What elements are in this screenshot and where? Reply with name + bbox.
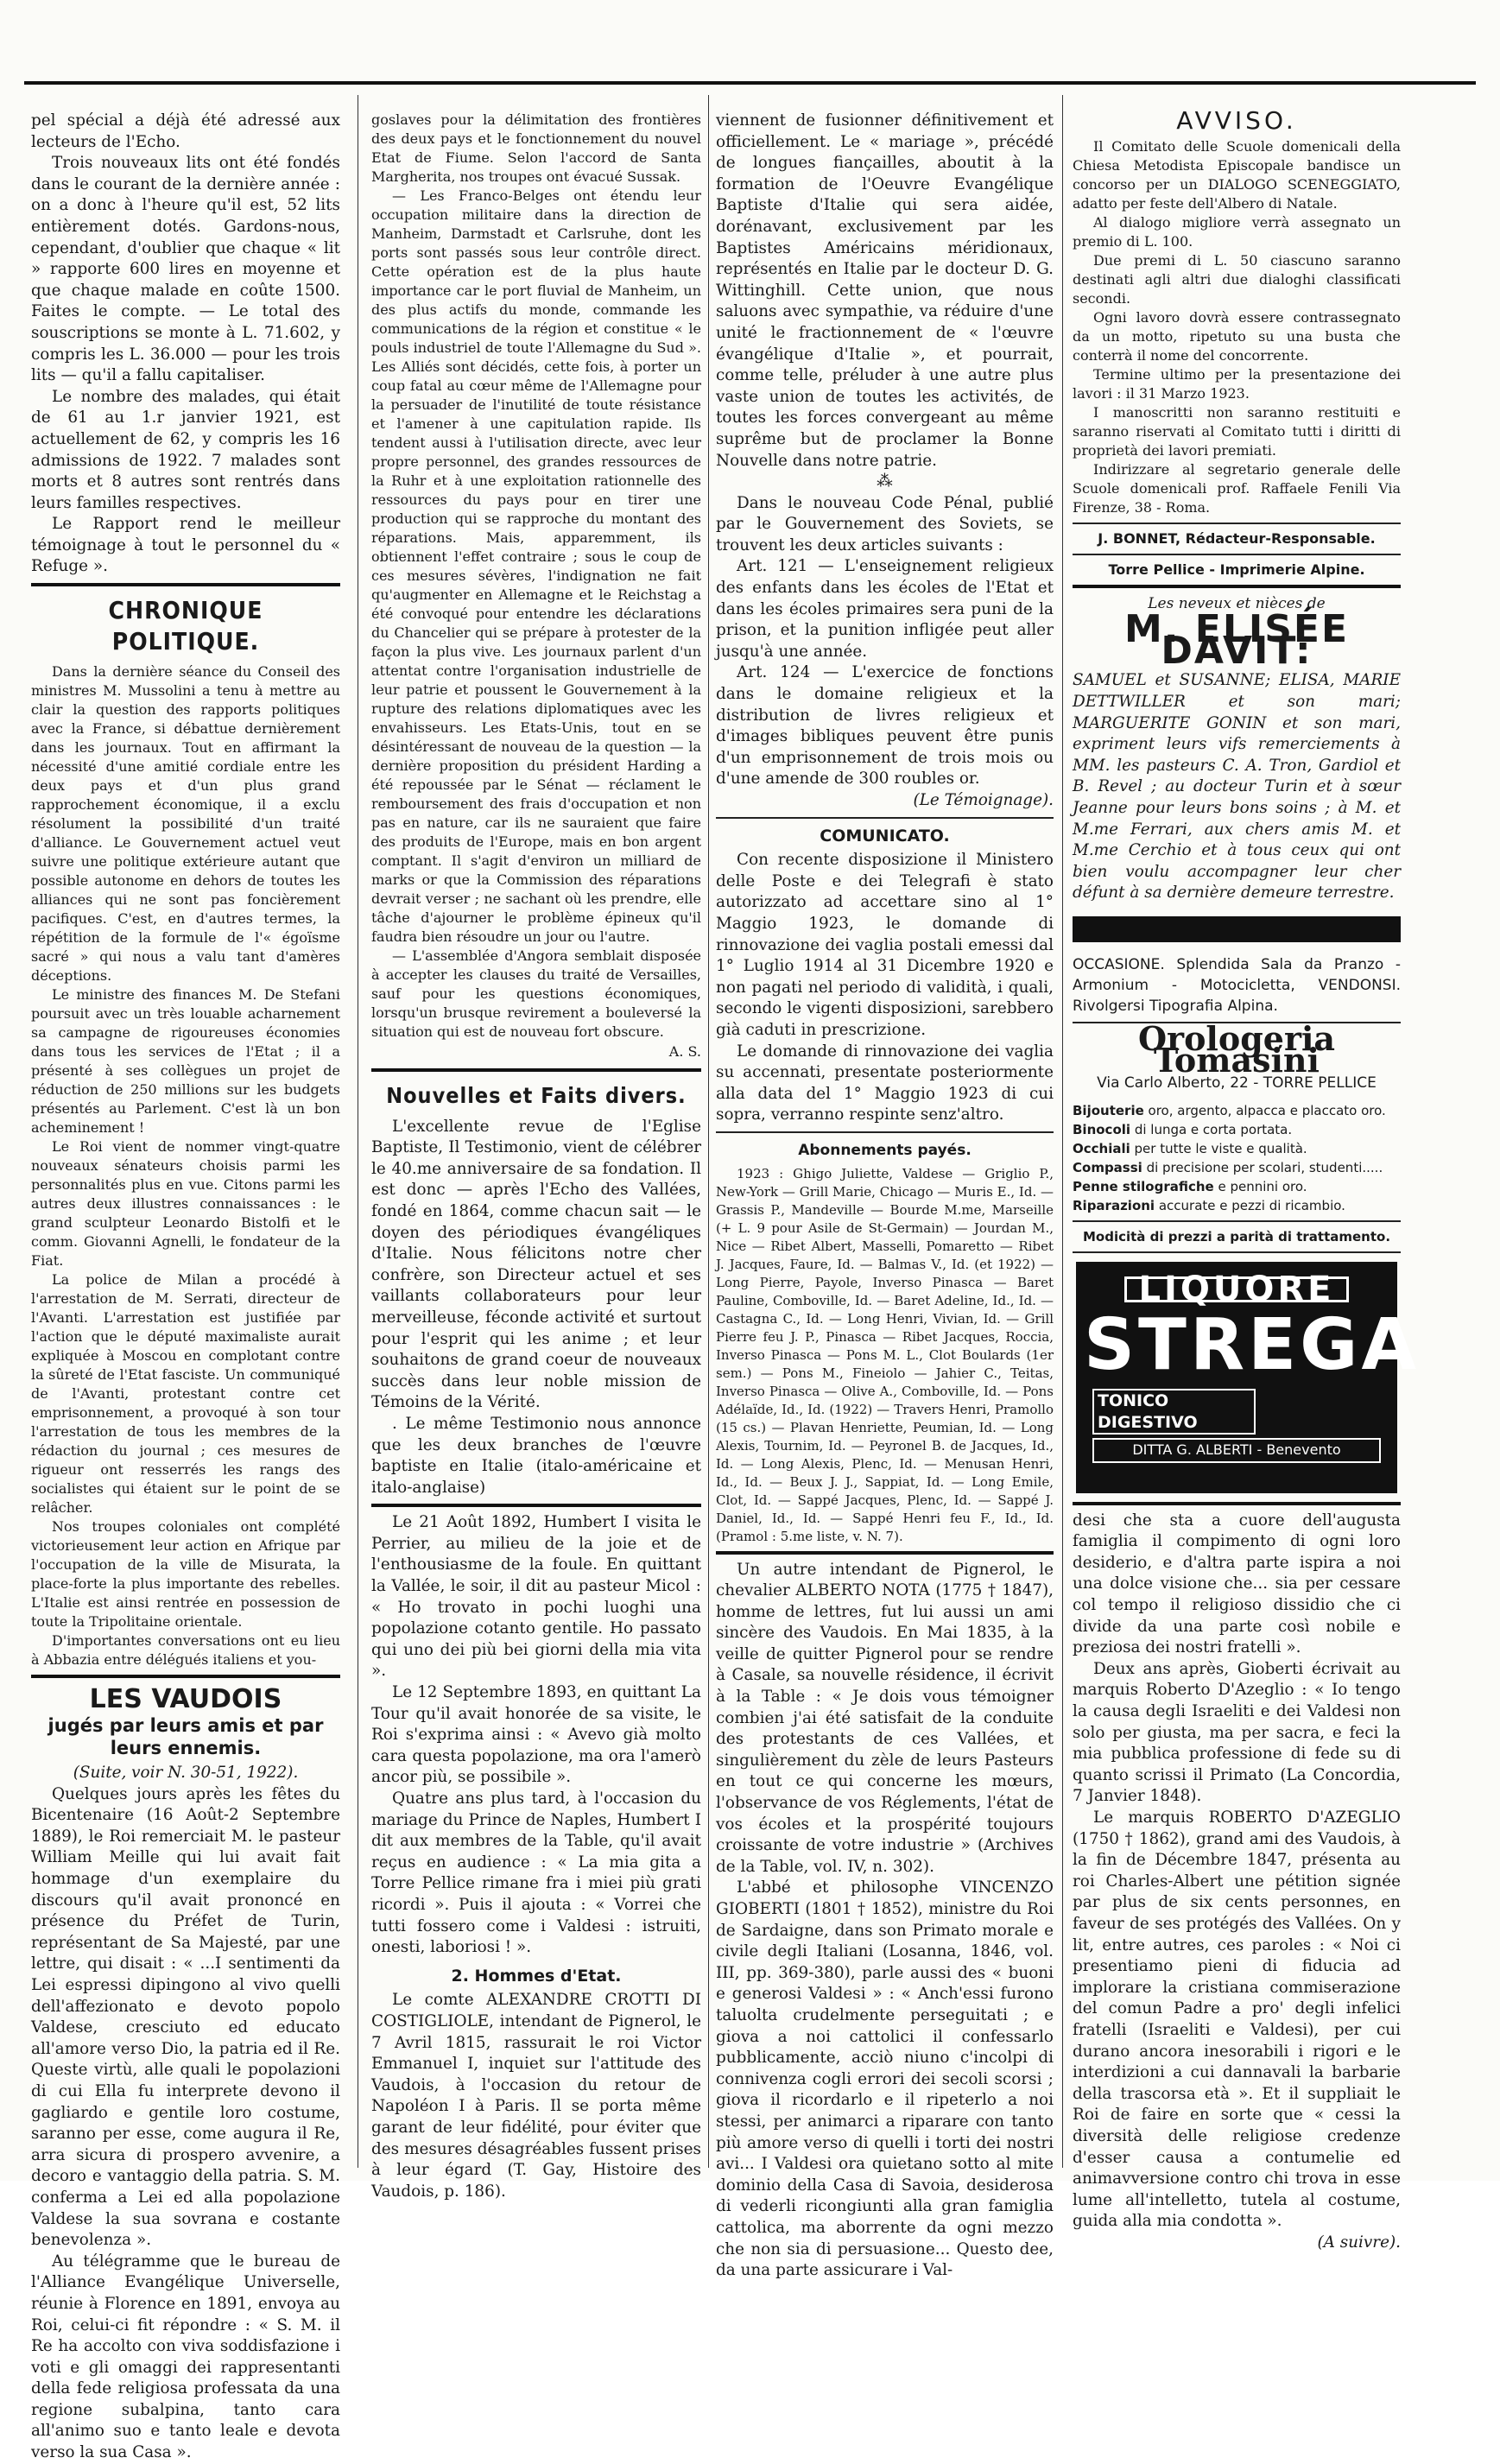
section-rule [1073,1220,1401,1222]
paragraph: Le 12 Septembre 1893, en quittant La Tour qu'il avait honorée de sa visite, le Roi s'exprima ainsi : « Avevo già molto cara questa popolazione, ma ora l'amerò ancor più, se possibile ». [371,1683,701,1787]
paragraph: pel spécial a déjà été adressé aux lecteurs de l'Echo. [31,111,340,151]
avviso-title: AVVISO. [1176,106,1297,135]
section-rule [716,817,1054,819]
column-1 [31,111,340,2462]
orologeria-footer: Modicità di prezzi a parità di trattamento. [1082,1228,1391,1245]
column-3 [716,111,1054,2280]
paragraph: Il Comitato delle Scuole domenicali della Chiesa Metodista Episcopale bandisce un concorso per un DIALOGO SCENEGGIATO, adatto per feste dell'Albero di Natale. [1073,137,1401,212]
paragraph: Nos troupes coloniales ont complété victorieusement leur action en Afrique par l'occupation de la ville de Misurata, la place-forte la plus importante des rebelles. L'Italie est ainsi rentrée en possession de toute la Tripolitaine orientale. [31,1518,340,1631]
paragraph: Deux ans après, Gioberti écrivait au marquis Roberto D'Azeglio : « Io tengo la causa degli Israeliti e dei Valdesi non solo per giusta, ma per sacra, e feci la mia pubblica professione di fede su di quanto scrissi il Primato (La Concordia, 7 Janvier 1848). [1073,1659,1401,1806]
source-note: (Le Témoignage). [913,791,1054,809]
paragraph: Quatre ans plus tard, à l'occasion du mariage du Prince de Naples, Humbert I dit aux membres de la Table, qu'il avait reçus en audience : « La mia gita a Torre Pellice rimane fra i miei più grati ricordi ». Puis il ajouta : « Vorrei che tutti fossero come i Valdesi : istruiti, onesti, laboriosi ! ». [371,1789,701,1957]
paragraph: Due premi di L. 50 ciascuno saranno destinati agli altri due dialoghi classificati secondi. [1073,251,1401,307]
section-rule [371,1504,701,1507]
vaudois-subtitle: (Suite, voir N. 30-51, 1922). [73,1764,299,1783]
paragraph: . Le même Testimonio nous annonce que les deux branches de l'œuvre baptiste en Italie (italo-américaine et italo-anglaise) [371,1414,701,1497]
list-item: Bijouterie oro, argento, alpacca e placcato oro. [1073,1102,1386,1118]
paragraph: — Les Franco-Belges ont étendu leur occupation militaire dans la direction de Manheim, Darmstadt et Carlsruhe, dont les ports sont passés sous leur contrôle direct. Cette opération est de la plus haute importance car le port fluvial de Manheim, un des plus actifs du monde, commande les communications de la région et constitue « le pouls industriel de toute l'Allemagne du Sud ». Les Alliés sont décidés, cette fois, à porter un coup fatal au cœur même de l'Allemagne pour la persuader de l'inutilité de toute résistance et l'amener à une capitulation rapide. Ils tendent aussi à l'utilisation directe, avec leur propre personnel, des grandes ressources de la Ruhr et à une exploitation rationnelle des ressources du pays pour en tirer une production qui se rapproche du montant des réparations. Mais, apparemment, ils obtiennent l'effet contraire ; sous le coup de ces mesures sévères, l'indignation ne fait qu'augmenter en Allemagne et le Reichstag a été convoqué pour entendre les déclarations du Chancelier qui se prépare à protester de la façon la plus vive. Les journaux parlent d'un attentat contre l'organisation industrielle de leur patrie et poussent le Gouvernement à la rupture des relations diplomatiques avec les envahisseurs. Les Etats-Unis, tout en se désintéressant de nouveau de la question — la dernière proposition du président Harding a été repoussée par le Sénat — réclament le remboursement des frais d'occupation et non pas en nature, car ils ne sauraient que faire des produits de l'Europe, mais en bon argent comptant. Il s'agit d'environ un milliard de marks or que la Commission des réparations devrait verser ; ne sachant où les prendre, elle tâche d'ajourner le problème épineux qu'il faudra bien résoudre un jour ou l'autre. [371,187,701,945]
paragraph: Dans le nouveau Code Pénal, publié par le Gouvernement des Soviets, se trouvent les deux articles suivants : [716,493,1054,554]
comunicato-title: COMUNICATO. [820,826,950,846]
davit-intro: Les neveux et nièces de [1148,594,1326,612]
list-item: Compassi di precisione per scolari, studenti..... [1073,1159,1383,1175]
paragraph: Au télégramme que le bureau de l'Alliance Evangélique Universelle, réunie à Florence en 1891, envoya au Roi, celui-ci fit répondre : « S. M. il Re ha accolto con viva soddisfazione i voti e gli omaggi dei rappresentanti della fede religiosa professata da una regione subalpina, tanto cara all'animo suo e tanto leale e devota verso la sua Casa ». [31,2252,340,2462]
paragraph: La police de Milan a procédé à l'arrestation de M. Serrati, directeur de l'Avanti. L'arrestation est justifiée par l'action que le député maximaliste aurait expliquée à Moscou en complotant contre la sûreté de l'Etat fasciste. Un communiqué de l'Avanti, protestant contre cet emprisonnement, a provoqué à son tour l'arrestation de tous les membres de la rédaction du journal ; ces mesures de rigueur ont resserrés les rangs des socialistes qui étaient sur le point de se relâcher. [31,1271,340,1517]
strega-ditta: DITTA G. ALBERTI - Benevento [1092,1438,1381,1463]
paragraph: Al dialogo migliore verrà assegnato un premio di L. 100. [1073,213,1401,250]
paragraph: viennent de fusionner définitivement et officiellement. Le « mariage », précédé de longues fiançailles, aboutit à la formation de l'Oeuvre Evangélique Baptiste d'Italie qui sera aidée, dorénavant, exclusivement par les Baptistes Américains méridionaux, représentés en Italie par le docteur D. G. Wittinghill. Cette union, que nous saluons avec sympathie, va réduire d'une unité le fractionnement de « l'œuvre évangélique d'Italie », et pourrait, comme telle, préluder à une autre plus vaste union de toutes les activités, de toutes les forces convergeant au même suprême but de proclamer la Bonne Nouvelle dans notre patrie. [716,111,1054,470]
chronique-title: CHRONIQUE POLITIQUE. [108,596,263,656]
section-rule [31,1675,340,1678]
column-2 [371,111,701,2201]
paragraph: Termine ultimo per la presentazione dei lavori : il 31 Marzo 1923. [1073,365,1401,402]
section-rule [371,1068,701,1072]
hommes-title: 2. Hommes d'Etat. [451,1966,622,1986]
list-item: Penne stilografiche e pennini oro. [1073,1178,1307,1194]
paragraph: L'abbé et philosophe VINCENZO GIOBERTI (1801 † 1852), ministre du Roi de Sardaigne, dans son Primato morale e civile degli Italiani (Losanna, 1846, vol. III, pp. 369-380), parle aussi des « buoni e generosi Valdesi » : « Anch'essi furono taluolta crudelmente perseguitati ; e giova a noi cattolici il confessarlo pubblicamente, acciò niuno c'incolpi di connivenza cogli errori dei secoli scorsi ; giova il ricordarlo e il ripeterlo a noi stessi, per animarci a riparare con tanto più amore verso di quelli i torti dei nostri avi... I Valdesi ora quietano sotto al mite dominio della Casa di Savoia, desiderosa di vederli ricongiunti alla gran famiglia cattolica, ma aborrente da ogni mezzo che non sia di persuasione... Questo dee, da una parte assicurare i Val- [716,1878,1054,2280]
paragraph: Le comte ALEXANDRE CROTTI DI COSTIGLIOLE, intendant de Pignerol, le 7 Avril 1815, rassurait le roi Victor Emmanuel I, inquiet sur l'attitude des Vaudois, à l'occasion du retour de Napoléon I à Paris. Il se porta même garant de leur fidélité, pour éviter que des mesures désagréables fussent prises à leur égard (T. Gay, Histoire des Vaudois, p. 186). [371,1991,701,2201]
paragraph: Le ministre des finances M. De Stefani poursuit avec un très louable acharnement sa campagne de rigoureuses économies dans tous les services de l'Etat ; il a présenté à ses collègues un projet de réduction de 250 millions sur les budgets présentés au Parlement. C'est là un bon acheminement ! [31,986,340,1137]
section-rule [1073,554,1401,555]
paragraph: desi che sta a cuore dell'augusta famiglia il compimento di ogni loro desiderio, e d'altra parte ispira a noi una dolce visione che... sia per cessare col tempo il religioso dissidio che ci divide da una parte così nobile e preziosa dei nostri fratelli ». [1073,1511,1401,1657]
orologeria-title: Orologeria Tomasini [1137,1018,1336,1080]
paragraph: Un autre intendant de Pignerol, le chevalier ALBERTO NOTA (1775 † 1847), homme de lettres, fut lui aussi un ami sincère des Vaudois. En Mai 1835, à la veille de quitter Pignerol pour se rendre à Casale, sa nouvelle résidence, il écrivit à la Table : « Je dois vous témoigner combien j'ai été satisfait de la conduite des protestants de ces Vallées, et singulièrement du zèle de leurs Pasteurs en tout ce qui concerne les mœurs, l'observance de vos Réglements, l'état de vos écoles et la prospérité toujours croissante de votre industrie » (Archives de la Table, vol. IV, n. 302). [716,1560,1054,1876]
davit-name: M. ELISÉE DAVIT: [1123,607,1350,673]
paragraph: I manoscritti non saranno restituiti e saranno riservati al Comitato tutti i diritti di proprietà dei lavori premiati. [1073,403,1401,459]
black-bar [1073,916,1401,942]
paragraph: goslaves pour la délimitation des frontières des deux pays et le fonctionnement du nouvel Etat de Fiume. Selon l'accord de Santa Margherita, nos troupes ont évacué Sussak. [371,111,701,185]
paragraph: Art. 124 — L'exercice de fonctions dans le domaine religieux et la distribution de livres religieux et d'images bibliques peuvent être punis d'un emprisonnement de trois mois ou d'une amende de 300 roubles or. [716,663,1054,789]
occasione-ad: OCCASIONE. Splendida Sala da Pranzo - Armonium - Motocicletta, VENDONSI. Rivolgersi Tipografia Alpina. [1073,955,1401,1015]
paragraph: Le Rapport rend le meilleur témoignage à tout le personnel du « Refuge ». [31,515,340,576]
abonnements-list: 1923 : Ghigo Juliette, Valdese — Griglio P., New-York — Grill Marie, Chicago — Muris E., Id. — Grassis P., Mandeville — Bourde M.me, Marseille (+ L. 9 pour Asile de St-Germain) — Jourdan M., Nice — Ribet Albert, Masselli, Pomaretto — Ribet J. Jacques, Faure, Id. — Balmas V., Id. (et 1922) — Long Pierre, Payole, Inverso Pinasca — Baret Pauline, Comboville, Id. — Baret Adeline, Id., Id. — Castagna C., Id. — Long Henri, Vivian, Id. — Grill Pierre feu J. P., Pinasca — Ribet Jacques, Roccia, Inverso Pinasca — Pons M. L., Clot Boulards (1er sem.) — Pons M., Fineiolo — Jahier C., Teitas, Inverso Pinasca — Olive A., Comboville, Id. — Pons Adélaïde, Id., Id. (1922) — Travers Henri, Pramollo (15 cs.) — Plavan Henriette, Peumian, Id. — Long Alexis, Tournim, Id. — Peyronel B. de Jacques, Id., Id. — Long Alexis, Plenc, Id. — Menusan Henri, Id., Id. — Beux J. J., Sappiat, Id. — Long Emile, Clot, Id. — Sappé Jacques, Plenc, Id. — Sappé J. Daniel, Id., Id. — Sappé Henri feu F., Id., Id. (Pramol : 5.me liste, v. N. 7). [716,1165,1054,1544]
list-item: Occhiali per tutte le viste e qualità. [1073,1140,1307,1156]
section-rule [1073,585,1401,588]
signature: A. S. [668,1043,701,1060]
nouvelles-title: Nouvelles et Faits divers. [386,1082,687,1108]
strega-ad [1076,1262,1420,1493]
column-rule [1062,95,1063,2168]
column-rule [708,95,709,2168]
vaudois-title-line1: LES VAUDOIS [89,1684,282,1715]
section-rule [1073,1251,1401,1253]
paragraph: L'excellente revue de l'Eglise Baptiste, Il Testimonio, vient de célébrer le 40.me anniversaire de sa fondation. Il est donc — après l'Echo des Vallées, fondé en 1864, comme chacun sait — le doyen des périodiques évangéliques d'Italie. Nous félicitons notre cher confrère, son Directeur actuel et ses vaillants collaborateurs pour leur merveilleuse, féconde activité et surtout pour l'esprit qui les anime ; et leur souhaitons de grand coeur de nouveaux succès dans leur noble mission de Témoins de la Vérité. [371,1117,701,1412]
abonnements-title: Abonnements payés. [798,1141,972,1159]
paragraph: Art. 121 — L'enseignement religieux des enfants dans les écoles de l'Etat et dans les écoles primaires sera puni de la prison, et la punition infligée peut aller jusqu'à une année. [716,557,1054,661]
paragraph: Trois nouveaux lits ont été fondés dans le courant de la dernière année : on a donc à l'heure qu'il est, 52 lits entièrement dotés. Gardons-nous, cependant, d'oublier que chaque « lit » rapporte 600 lires en moyenne et que chaque malade en coûte 1500. Faites le compte. — Le total des souscriptions se monte à L. 71.602, y compris les L. 36.000 — pour les trois lits — qu'il a fallu capitaliser. [31,154,340,385]
list-item: Binocoli di lunga e corta portata. [1073,1121,1293,1137]
section-rule [716,1551,1054,1555]
paragraph: Con recente disposizione il Ministero delle Poste e dei Telegrafi è stato autorizzato ad accettare sino al 1° Maggio 1923, le domande di rinnovazione dei vaglia postali emessi dal 1° Luglio 1914 al 31 Dicembre 1920 e non pagati nel periodo di validità, i quali, secondo le vigenti disposizioni, sarebbero già caduti in prescrizione. [716,851,1054,1039]
orologeria-address: Via Carlo Alberto, 22 - TORRE PELLICE [1097,1074,1377,1093]
paragraph: Le Roi vient de nommer vingt-quatre nouveaux sénateurs choisis parmi les personnalités plus en vue. Citons parmi les autres deux illustres connaissances : le grand sculpteur Leonardo Bistolfi et le comm. Giovanni Agnelli, le fondateur de la Fiat. [31,1138,340,1270]
davit-text: SAMUEL et SUSANNE; ELISA, MARIE DETTWILLER et son mari; MARGUERITE GONIN et son mari, expriment leurs vifs remerciements à MM. les pasteurs C. A. Tron, Gardiol et B. Revel ; au docteur Turin et à sœur Jeanne pour leurs bons soins ; à M. et M.me Ferrari, aux chers amis M. et M.me Cerchio et à tous ceux qui ont bien voulu accompagner leur cher défunt à sa dernière demeure terrestre. [1073,671,1401,903]
editor-line: J. BONNET, Rédacteur-Responsable. [1098,529,1376,547]
vaudois-title [31,1685,340,1759]
separator: ⁂ [877,472,893,491]
paragraph: Indirizzare al segretario generale delle Scuole domenicali prof. Raffaele Fenili Via Firenze, 38 - Roma. [1073,460,1401,516]
vaudois-title-line2: jugés par leurs amis et par leurs ennemis. [47,1715,324,1759]
paragraph: Le nombre des malades, qui était de 61 au 1.r janvier 1921, est actuellement de 62, y compris les 16 admissions de 1922. 7 malades sont morts et 8 autres sont rentrés dans leurs familles respectives. [31,387,340,512]
strega-tonico: TONICO DIGESTIVO [1092,1389,1256,1435]
section-rule [1073,523,1401,524]
top-rule [24,81,1476,85]
printer-line: Torre Pellice - Imprimerie Alpine. [1108,561,1365,578]
paragraph: D'importantes conversations ont eu lieu à Abbazia entre délégués italiens et you- [31,1632,340,1669]
paragraph: — L'assemblée d'Angora semblait disposée à accepter les clauses du traité de Versailles, sauf pour les questions économiques, lorsqu'un brusque revirement a bouleversé la situation qui est de nouveau fort obscure. [371,947,701,1040]
section-rule [31,583,340,586]
section-rule [1073,1502,1401,1505]
suivre-note: (A suivre). [1317,2233,1401,2252]
paragraph: Ogni lavoro dovrà essere contrassegnato da un motto, ripetuto su una busta che conterrà il nome del concorrente. [1073,308,1401,364]
section-rule [716,1131,1054,1133]
paragraph: Le marquis ROBERTO D'AZEGLIO (1750 † 1862), grand ami des Vaudois, à la fin de Décembre 1847, présenta au roi Charles-Albert une pétition signée par plus de six cents personnes, en faveur de ses protégés des Vallées. On y lit, entre autres, ces paroles : « Noi ci presentiamo pieni di fiducia ad implorare la cristiana commiserazione del comun Padre a pro' degli infelici fratelli (Israeliti e Valdesi), per cui durano ancora inesorabili i rigori e le interdizioni a cui dannavali la barbarie della trascorsa età ». Et il suppliait le Roi de faire en sorte que « cessi la diversità delle religiose credenze d'esser causa a contumelie ed animavversione contro chi trova in esse lume all'intelletto, tutela al costume, guida alla mia condotta ». [1073,1808,1401,2231]
column-4 [1073,106,1420,2252]
strega-liquore: LIQUORE [1124,1276,1350,1303]
strega-logo: STREGA [1084,1304,1420,1387]
orologeria-list [1073,1101,1401,1215]
list-item: Riparazioni accurate e pezzi di ricambio. [1073,1197,1345,1213]
paragraph: Quelques jours après les fêtes du Bicentenaire (16 Août-2 Septembre 1889), le Roi remerciait M. le pasteur William Meille qui lui avait fait hommage d'un exemplaire du discours qu'il avait prononcé en présence du Préfet de Turin, représentant de Sa Majesté, par une lettre, qui disait : « ...I sentimenti da Lei espressi dipingono al vivo quelli dell'affezionato e devoto popolo Valdese, cresciuto ed educato all'amore verso Dio, la patria ed il Re. Queste virtù, alle quali le popolazioni di cui Ella fu interprete devono il gagliardo e gentile loro costume, saranno per esse, come augura il Re, arra sicura di prospero avvenire, a decoro e vantaggio della patria. S. M. conferma a Lei ed alla popolazione Valdese la sua sovrana e costante benevolenza ». [31,1784,340,2250]
paragraph: Le 21 Août 1892, Humbert I visita le Perrier, au milieu de la joie et de l'enthousiasme de la foule. En quittant la Vallée, le soir, il dit au pasteur Micol : « Ho trovato in pochi luoghi una popolazione cotanto gentile. Ho passato qui uno dei più bei giorni della mia vita ». [371,1513,701,1681]
paragraph: Dans la dernière séance du Conseil des ministres M. Mussolini a tenu à mettre au clair la question des rapports politiques avec la France, si débattue dernièrement dans les journaux. Tout en affirmant la nécessité d'une amitié cordiale entre les deux pays et d'un plus grand rapprochement économique, il a exclu résolument la possibilité d'un traité d'alliance. Le Gouvernement actuel veut suivre une politique extérieure autant que possible autonome en dehors de toutes les alliances qui ne sont pas foncièrement pacifiques. C'est, en d'autres termes, la répétition de la formule de l'« égoïsme sacré » qui nous a valu tant d'amères déceptions. [31,663,340,985]
paragraph: Le domande di rinnovazione dei vaglia su accennati, presentate posteriormente alla data del 1° Maggio 1923 di cui sopra, verranno respinte senz'altro. [716,1042,1054,1124]
